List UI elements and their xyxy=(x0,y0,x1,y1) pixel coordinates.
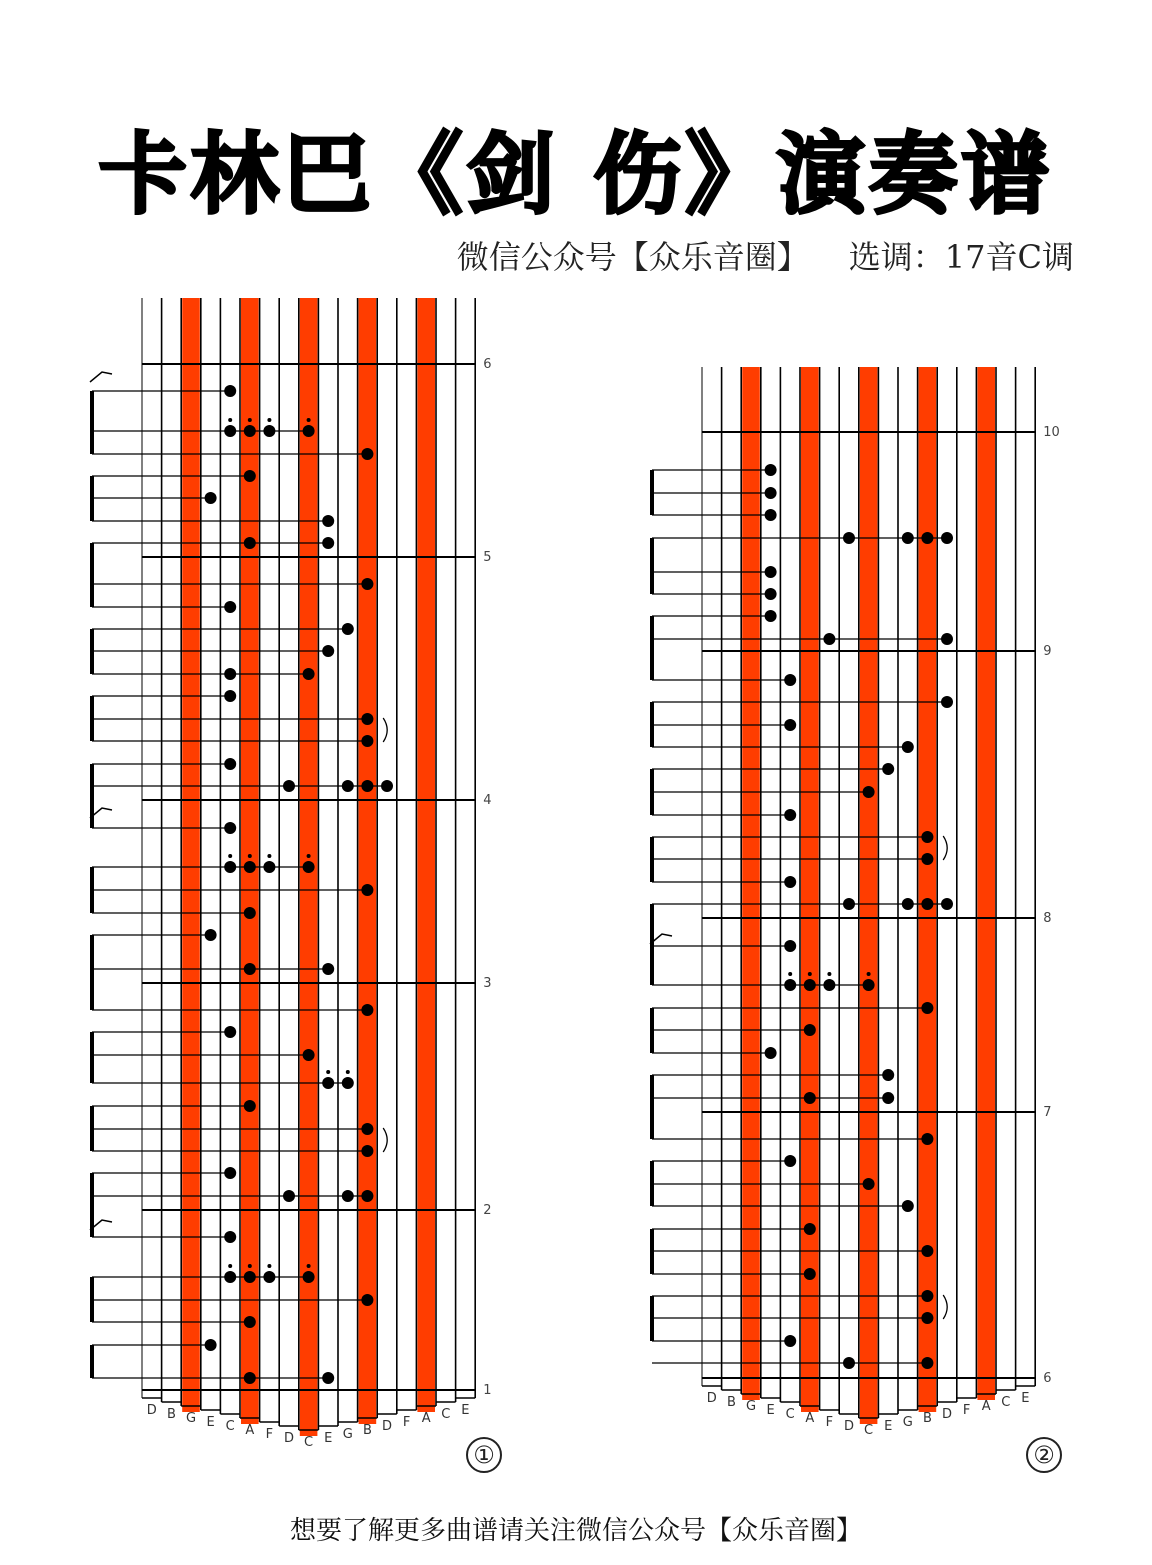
note xyxy=(784,809,796,821)
note xyxy=(361,448,373,460)
grace-mark xyxy=(90,372,112,382)
note xyxy=(941,898,953,910)
key-label: B xyxy=(922,1411,932,1426)
note xyxy=(921,532,933,544)
note xyxy=(843,898,855,910)
note xyxy=(921,853,933,865)
key-label: C xyxy=(304,1435,314,1450)
note xyxy=(921,1312,933,1324)
note xyxy=(823,633,835,645)
measure-number: 2 xyxy=(483,1203,492,1218)
note xyxy=(882,763,894,775)
note xyxy=(921,1245,933,1257)
note xyxy=(342,1190,354,1202)
note xyxy=(804,979,816,991)
measure-number: 9 xyxy=(1043,644,1052,659)
note xyxy=(843,532,855,544)
note xyxy=(804,1024,816,1036)
measure-number: 6 xyxy=(1043,1371,1052,1386)
note xyxy=(205,492,217,504)
note xyxy=(804,1092,816,1104)
note xyxy=(283,1190,295,1202)
key-label: B xyxy=(166,1407,176,1422)
key-label: B xyxy=(726,1395,736,1410)
note xyxy=(941,633,953,645)
note xyxy=(322,1077,334,1089)
key-label: C xyxy=(1001,1395,1011,1410)
highlight-tine xyxy=(742,367,760,1400)
note xyxy=(224,1167,236,1179)
tie-arc xyxy=(383,718,387,742)
note xyxy=(303,425,315,437)
note xyxy=(941,532,953,544)
note xyxy=(784,979,796,991)
note xyxy=(921,1133,933,1145)
key-label: A xyxy=(981,1399,991,1414)
note xyxy=(863,786,875,798)
note xyxy=(381,780,393,792)
note xyxy=(361,780,373,792)
measure-number: 6 xyxy=(483,357,492,372)
key-label: F xyxy=(265,1427,274,1442)
note xyxy=(921,1357,933,1369)
note xyxy=(224,690,236,702)
key-label: C xyxy=(785,1407,795,1422)
note xyxy=(843,1357,855,1369)
note xyxy=(361,735,373,747)
note xyxy=(902,1200,914,1212)
note xyxy=(921,1290,933,1302)
note xyxy=(361,713,373,725)
note xyxy=(765,566,777,578)
note xyxy=(921,831,933,843)
note xyxy=(342,780,354,792)
note xyxy=(244,907,256,919)
note xyxy=(224,668,236,680)
note xyxy=(784,876,796,888)
highlight-tine xyxy=(977,367,995,1400)
note xyxy=(361,1190,373,1202)
key-label: C xyxy=(441,1407,451,1422)
key-label: B xyxy=(362,1423,372,1438)
note xyxy=(342,1077,354,1089)
note xyxy=(902,741,914,753)
note xyxy=(921,898,933,910)
note xyxy=(303,1049,315,1061)
staff-number-1: ① xyxy=(466,1437,502,1473)
tie-arc xyxy=(943,1295,947,1319)
note xyxy=(303,1271,315,1283)
note xyxy=(205,1339,217,1351)
note xyxy=(361,1294,373,1306)
note xyxy=(342,623,354,635)
note xyxy=(322,1372,334,1384)
note xyxy=(322,963,334,975)
key-label: E xyxy=(206,1415,215,1430)
key-label: E xyxy=(461,1403,470,1418)
key-label: E xyxy=(766,1403,775,1418)
key-label: E xyxy=(324,1431,333,1446)
key-label: A xyxy=(245,1423,255,1438)
note xyxy=(765,588,777,600)
note xyxy=(322,515,334,527)
measure-number: 5 xyxy=(483,550,492,565)
highlight-tine xyxy=(359,298,377,1424)
page-title: 卡林巴《剑 伤》演奏谱 xyxy=(98,123,1054,226)
note xyxy=(244,470,256,482)
note xyxy=(263,861,275,873)
note xyxy=(224,601,236,613)
note xyxy=(804,1223,816,1235)
note xyxy=(784,1335,796,1347)
note xyxy=(863,1178,875,1190)
measure-number: 3 xyxy=(483,976,492,991)
tie-arc xyxy=(383,1128,387,1152)
key-label: A xyxy=(421,1411,431,1426)
note xyxy=(784,940,796,952)
key-label: E xyxy=(884,1419,893,1434)
key-label: D xyxy=(941,1407,953,1422)
note xyxy=(244,537,256,549)
note xyxy=(263,1271,275,1283)
staff-number-2: ② xyxy=(1026,1437,1062,1473)
note xyxy=(765,1047,777,1059)
note xyxy=(224,1026,236,1038)
note xyxy=(205,929,217,941)
note xyxy=(244,963,256,975)
key-label: A xyxy=(805,1411,815,1426)
note xyxy=(804,1268,816,1280)
note xyxy=(765,464,777,476)
note xyxy=(361,1145,373,1157)
measure-number: 8 xyxy=(1043,911,1052,926)
note xyxy=(303,668,315,680)
key-label: D xyxy=(146,1403,157,1418)
key-label: G xyxy=(745,1399,757,1414)
note xyxy=(303,861,315,873)
highlight-tine xyxy=(801,367,819,1412)
note xyxy=(244,1100,256,1112)
note xyxy=(224,425,236,437)
measure-number: 7 xyxy=(1043,1105,1052,1120)
key-label: G xyxy=(185,1411,197,1426)
note xyxy=(784,674,796,686)
staff-1 xyxy=(90,298,491,1450)
highlight-tine xyxy=(182,298,200,1412)
source-label: 微信公众号【众乐音圈】 xyxy=(456,238,809,276)
note xyxy=(244,425,256,437)
note xyxy=(941,696,953,708)
note xyxy=(361,1123,373,1135)
measure-number: 1 xyxy=(483,1383,492,1398)
key-label: E xyxy=(1021,1391,1030,1406)
note xyxy=(882,1092,894,1104)
note xyxy=(921,1002,933,1014)
note xyxy=(244,1271,256,1283)
note xyxy=(224,1231,236,1243)
key-label: C xyxy=(864,1423,874,1438)
key-label: D xyxy=(381,1419,393,1434)
measure-number: 4 xyxy=(483,793,492,808)
note xyxy=(823,979,835,991)
highlight-tine xyxy=(860,367,878,1424)
footer-note: 想要了解更多曲谱请关注微信公众号【众乐音圈】 xyxy=(289,1516,862,1546)
note xyxy=(244,861,256,873)
note xyxy=(863,979,875,991)
key-label: G xyxy=(342,1427,353,1442)
note xyxy=(882,1069,894,1081)
key-label: D xyxy=(706,1391,717,1406)
note xyxy=(902,898,914,910)
key-label: F xyxy=(402,1415,411,1430)
note xyxy=(322,645,334,657)
key-label: F xyxy=(962,1403,971,1418)
key-label: G xyxy=(902,1415,913,1430)
note xyxy=(765,509,777,521)
note xyxy=(224,385,236,397)
staff-2 xyxy=(650,367,1060,1438)
note xyxy=(244,1372,256,1384)
note xyxy=(784,1155,796,1167)
note xyxy=(322,537,334,549)
note xyxy=(902,532,914,544)
note xyxy=(224,1271,236,1283)
note xyxy=(361,884,373,896)
key-label: F xyxy=(825,1415,834,1430)
note xyxy=(224,758,236,770)
key-label: C xyxy=(225,1419,235,1434)
note xyxy=(244,1316,256,1328)
note xyxy=(765,487,777,499)
key-label: D xyxy=(843,1419,855,1434)
measure-number: 10 xyxy=(1043,425,1060,440)
note xyxy=(263,425,275,437)
note xyxy=(765,610,777,622)
key-info: 选调：17音C调 xyxy=(848,238,1074,276)
note xyxy=(224,861,236,873)
note xyxy=(361,578,373,590)
highlight-tine xyxy=(417,298,435,1412)
note xyxy=(361,1004,373,1016)
note xyxy=(784,719,796,731)
tie-arc xyxy=(943,836,947,860)
note xyxy=(224,822,236,834)
key-label: D xyxy=(283,1431,295,1446)
note xyxy=(283,780,295,792)
